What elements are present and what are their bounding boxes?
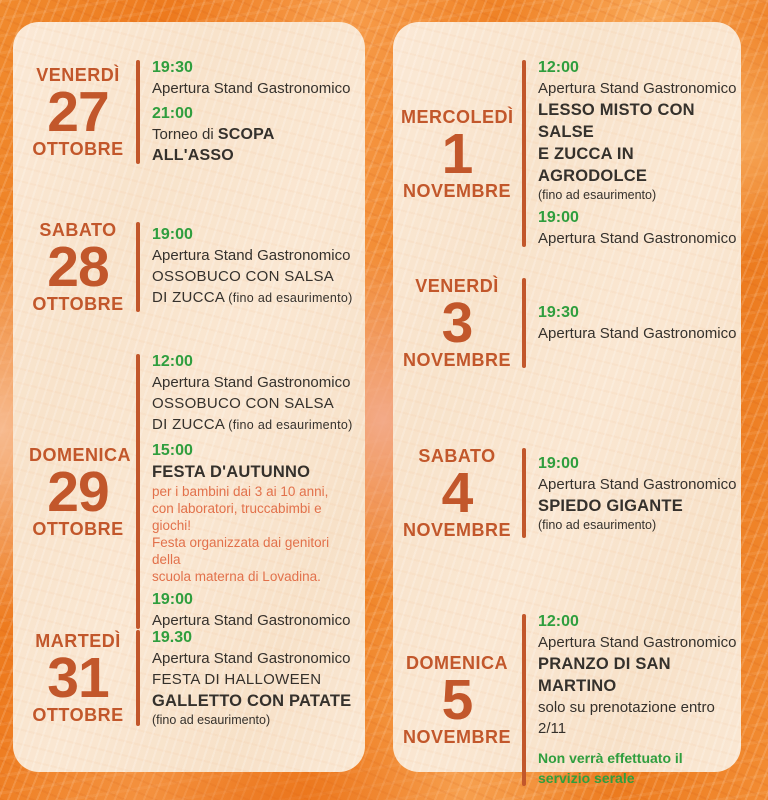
booking-note: solo su prenotazione entro 2/11: [538, 699, 715, 737]
event-time: 19.30: [152, 629, 193, 646]
day-number: 29: [47, 459, 109, 524]
event-line: Apertura Stand Gastronomico: [152, 247, 351, 264]
event-time: 12:00: [538, 59, 579, 76]
date-header: [401, 446, 513, 540]
dish-line: E ZUCCA IN AGRODOLCE: [538, 145, 648, 185]
event: [538, 58, 737, 203]
event: [538, 303, 737, 344]
event-line: Apertura Stand Gastronomico: [538, 475, 737, 493]
date-header: [29, 220, 127, 314]
event-block-nov-4: [401, 446, 737, 540]
date-header: [401, 107, 513, 201]
day-number: 4: [441, 461, 473, 525]
divider-line: [136, 630, 140, 726]
event-detail: per i bambini dai 3 ai 10 anni,: [152, 484, 329, 499]
dish-text: DI ZUCCA: [152, 416, 226, 433]
event-detail: Festa organizzata dai genitori della: [152, 535, 330, 567]
event-line: Apertura Stand Gastronomico: [538, 230, 737, 247]
event: [152, 104, 359, 166]
event-text: Torneo di: [152, 126, 218, 143]
dish-line: [152, 287, 359, 309]
day-number: 5: [441, 668, 473, 732]
month-label: NOVEMBRE: [402, 520, 511, 540]
event: [152, 590, 359, 631]
event: [538, 612, 737, 739]
date-header: [29, 65, 127, 159]
day-name: MARTEDÌ: [35, 631, 121, 651]
event-title: FESTA D'AUTUNNO: [152, 463, 311, 481]
event-line: Apertura Stand Gastronomico: [538, 634, 737, 651]
event: [152, 352, 359, 436]
availability-note: (fino ad esaurimento): [152, 713, 271, 727]
dish-line: PRANZO DI SAN MARTINO: [538, 655, 671, 695]
divider-line: [522, 60, 526, 247]
day-name: SABATO: [418, 446, 496, 466]
event-block-nov-1: [401, 58, 737, 249]
day-number: 27: [47, 80, 109, 144]
event-line: [152, 124, 359, 166]
dish-line: GALLETTO CON PATATE: [152, 692, 352, 710]
day-number: 1: [441, 121, 473, 186]
date-header: [29, 631, 127, 725]
day-name: SABATO: [39, 220, 117, 240]
dish-line: OSSOBUCO CON SALSA: [152, 395, 335, 412]
event-detail: scuola materna di Lovadina.: [152, 569, 321, 584]
event-time: 19:30: [152, 59, 193, 76]
schedule-panel-october: [13, 22, 365, 772]
event-block-oct-29: [29, 352, 359, 631]
events-list: [152, 225, 359, 309]
event: [538, 748, 737, 788]
event-block-nov-3: [401, 276, 737, 370]
event: [538, 208, 737, 249]
event-time: 19:00: [538, 209, 579, 226]
divider-line: [522, 614, 526, 786]
divider-line: [522, 278, 526, 368]
events-list: [152, 628, 359, 728]
events-list: [538, 58, 737, 249]
event-block-nov-5: [401, 612, 737, 788]
month-label: OTTOBRE: [32, 705, 124, 725]
event-line: Apertura Stand Gastronomico: [152, 650, 351, 667]
event-block-oct-28: [29, 220, 359, 314]
event-block-oct-31: [29, 628, 359, 728]
events-list: [152, 352, 359, 631]
month-label: NOVEMBRE: [402, 727, 511, 747]
events-list: [538, 612, 737, 788]
date-header: [29, 444, 131, 539]
events-list: [538, 454, 737, 533]
availability-note: (fino ad esaurimento): [538, 517, 657, 532]
event-line: Apertura Stand Gastronomico: [152, 80, 351, 97]
event-time: 15:00: [152, 442, 193, 459]
day-name: MERCOLEDÌ: [401, 106, 514, 127]
day-name: VENERDÌ: [415, 276, 499, 296]
month-label: NOVEMBRE: [402, 180, 511, 201]
events-list: [152, 58, 359, 166]
day-number: 31: [47, 646, 109, 710]
divider-line: [136, 60, 140, 164]
events-list: [538, 303, 737, 344]
dish-line: [152, 414, 359, 436]
event-detail: con laboratori, truccabimbi e giochi!: [152, 501, 322, 533]
day-number: 28: [47, 235, 109, 299]
availability-note: (fino ad esaurimento): [228, 418, 353, 432]
event-time: 12:00: [538, 613, 579, 630]
event-line: Apertura Stand Gastronomico: [538, 80, 737, 97]
event: [152, 225, 359, 309]
month-label: OTTOBRE: [32, 139, 124, 159]
divider-line: [136, 354, 140, 629]
event-line: FESTA DI HALLOWEEN: [152, 671, 322, 688]
event-time: 12:00: [152, 353, 193, 370]
no-evening-service-note: Non verrà effettuato il servizio serale: [538, 750, 683, 786]
dish-line: LESSO MISTO CON SALSE: [538, 101, 695, 141]
month-label: OTTOBRE: [32, 294, 124, 314]
event: [152, 58, 359, 99]
date-header: [401, 276, 513, 370]
event-line: Apertura Stand Gastronomico: [152, 612, 351, 629]
availability-note: (fino ad esaurimento): [538, 188, 657, 202]
event-time: 21:00: [152, 105, 193, 122]
event-time: 19:00: [152, 591, 193, 608]
event: [152, 628, 359, 728]
dish-line: SPIEDO GIGANTE: [538, 496, 683, 515]
day-name: DOMENICA: [29, 444, 131, 465]
event: [152, 441, 359, 585]
month-label: NOVEMBRE: [402, 350, 511, 370]
event: [538, 454, 737, 533]
day-name: DOMENICA: [406, 653, 508, 673]
event-time: 19:00: [538, 454, 579, 472]
date-header: [401, 653, 513, 747]
divider-line: [136, 222, 140, 312]
event-time: 19:30: [538, 303, 579, 321]
availability-note: (fino ad esaurimento): [228, 291, 353, 305]
day-name: VENERDÌ: [36, 65, 120, 85]
event-title: SCOPA ALL'ASSO: [152, 126, 274, 164]
schedule-panel-november: [393, 22, 741, 786]
event-line: Apertura Stand Gastronomico: [538, 324, 737, 342]
event-block-oct-27: [29, 58, 359, 166]
divider-line: [522, 448, 526, 538]
day-number: 3: [441, 291, 473, 355]
dish-text: DI ZUCCA: [152, 289, 226, 306]
event-line: Apertura Stand Gastronomico: [152, 374, 351, 391]
event-time: 19:00: [152, 226, 193, 243]
dish-line: OSSOBUCO CON SALSA: [152, 268, 335, 285]
month-label: OTTOBRE: [32, 518, 124, 539]
